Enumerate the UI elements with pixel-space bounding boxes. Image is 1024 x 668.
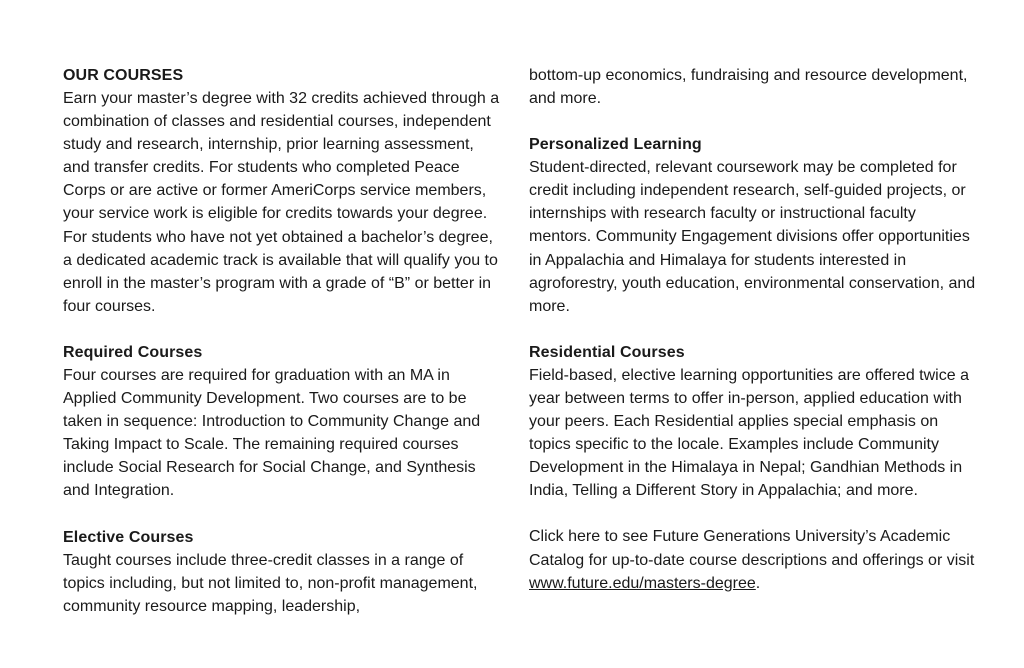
our-courses-section <box>63 64 503 318</box>
residential-courses-heading: Residential Courses <box>529 343 685 361</box>
personalized-learning-heading: Personalized Learning <box>529 136 702 154</box>
personalized-learning-section <box>529 133 979 318</box>
required-courses-section <box>63 341 503 503</box>
required-courses-heading: Required Courses <box>63 343 203 361</box>
masters-degree-link[interactable]: www.future.edu/masters-degree <box>529 574 756 592</box>
right-column <box>529 64 979 618</box>
elective-courses-heading: Elective Courses <box>63 528 194 546</box>
left-column <box>63 64 503 641</box>
elective-courses-body-continued: bottom-up economics, fundraising and resource development, and more. <box>529 67 968 108</box>
required-courses-body: Four courses are required for graduation with an MA in Applied Community Development. Two courses are to be taken in sequence: Introduction to Community Change and Taking Impact to Scale. The remaining required courses include Social Research for Social Change, and Synthesis and Integration. <box>63 366 481 500</box>
our-courses-heading: OUR COURSES <box>63 67 184 84</box>
elective-courses-section <box>63 526 503 618</box>
personalized-learning-body: Student-directed, relevant coursework may be completed for credit including independent research, self-guided projects, or internships with research faculty or instructional faculty mentors. Community Engagement divisions offer opportunities in Appalachia and Himalaya for students interested in agroforestry, youth education, environmental conservation, and more. <box>529 159 976 315</box>
elective-courses-body: Taught courses include three-credit classes in a range of topics including, but not limited to, non-profit management, community resource mapping, leadership, <box>63 551 478 615</box>
catalog-paragraph <box>529 525 979 594</box>
residential-courses-body: Field-based, elective learning opportunities are offered twice a year between terms to offer in-person, applied education with your peers. Each Residential applies special emphasis on topics specific to the locale. Examples include Community Development in the Himalaya in Nepal; Gandhian Methods in India, Telling a Different Story in Appalachia; and more. <box>529 366 969 500</box>
elective-continued-section <box>529 64 979 110</box>
our-courses-body: Earn your master’s degree with 32 credits achieved through a combination of classes and residential courses, independent study and research, internship, prior learning assessment, and transfer credits. For students who completed Peace Corps or are active or former AmeriCorps service members, your service work is eligible for credits towards your degree. For students who have not yet obtained a bachelor’s degree, a dedicated academic track is available that will qualify you to enroll in the master’s program with a grade of “B” or better in four courses. <box>63 90 500 315</box>
residential-courses-section <box>529 341 979 503</box>
catalog-end: . <box>755 574 761 592</box>
catalog-text: Click here to see Future Generations University’s Academic Catalog for up-to-date course descriptions and offerings or visit <box>529 528 975 569</box>
catalog-section <box>529 525 979 594</box>
